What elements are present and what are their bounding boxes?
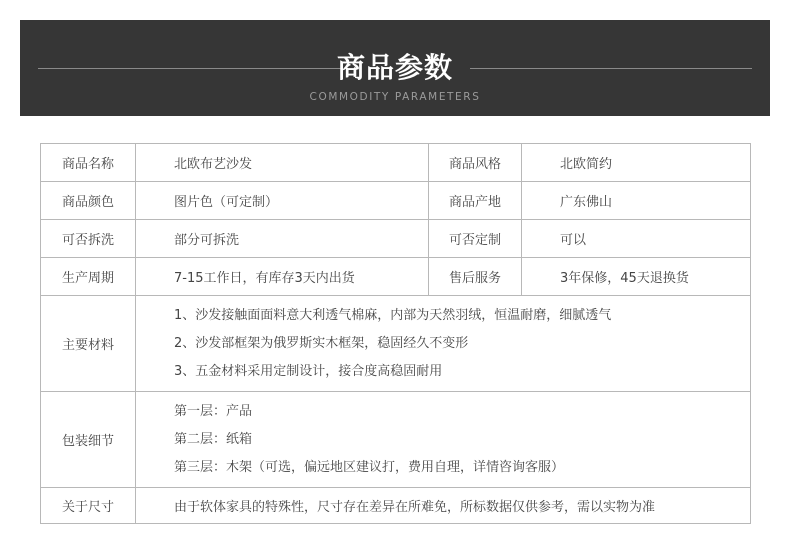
material-lines: [136, 296, 751, 392]
table-row: [41, 220, 751, 258]
param-label: 可否拆洗: [41, 220, 136, 258]
table-row: [41, 258, 751, 296]
param-value: 3年保修，45天退换货: [522, 258, 751, 296]
param-label: 商品风格: [429, 144, 522, 182]
table-row: [41, 144, 751, 182]
param-label: 商品产地: [429, 182, 522, 220]
packaging-line: 第一层：产品: [174, 403, 253, 419]
header-banner: [20, 20, 770, 116]
material-label: 主要材料: [41, 296, 136, 392]
param-value: 图片色（可定制）: [136, 182, 429, 220]
param-label: 可否定制: [429, 220, 522, 258]
packaging-line: 第三层：木架（可选，偏远地区建议打，费用自理，详情咨询客服）: [174, 459, 565, 475]
page-subtitle: COMMODITY PARAMETERS: [309, 91, 481, 103]
table-row-material: [41, 296, 751, 392]
param-value: 北欧布艺沙发: [136, 144, 429, 182]
param-value: 部分可拆洗: [136, 220, 429, 258]
param-value: 7-15工作日，有库存3天内出货: [136, 258, 429, 296]
material-line: 2、沙发部框架为俄罗斯实木框架，稳固经久不变形: [174, 335, 469, 351]
param-value: 北欧简约: [522, 144, 751, 182]
param-label: 商品颜色: [41, 182, 136, 220]
table-row-size: [41, 488, 751, 524]
material-line: 3、五金材料采用定制设计，接合度高稳固耐用: [174, 363, 443, 379]
packaging-label: 包装细节: [41, 392, 136, 488]
size-label: 关于尺寸: [41, 488, 136, 524]
table-row-packaging: [41, 392, 751, 488]
material-line: 1、沙发接触面面料意大利透气棉麻，内部为天然羽绒，恒温耐磨，细腻透气: [174, 307, 612, 323]
parameters-table: [40, 143, 751, 524]
param-label: 商品名称: [41, 144, 136, 182]
size-note: 由于软体家具的特殊性，尺寸存在差异在所难免，所标数据仅供参考，需以实物为准: [136, 488, 751, 524]
page-title: 商品参数: [336, 51, 453, 84]
param-label: 生产周期: [41, 258, 136, 296]
packaging-line: 第二层：纸箱: [174, 431, 253, 447]
param-value: 广东佛山: [522, 182, 751, 220]
packaging-lines: [136, 392, 751, 488]
param-label: 售后服务: [429, 258, 522, 296]
table-row: [41, 182, 751, 220]
param-value: 可以: [522, 220, 751, 258]
